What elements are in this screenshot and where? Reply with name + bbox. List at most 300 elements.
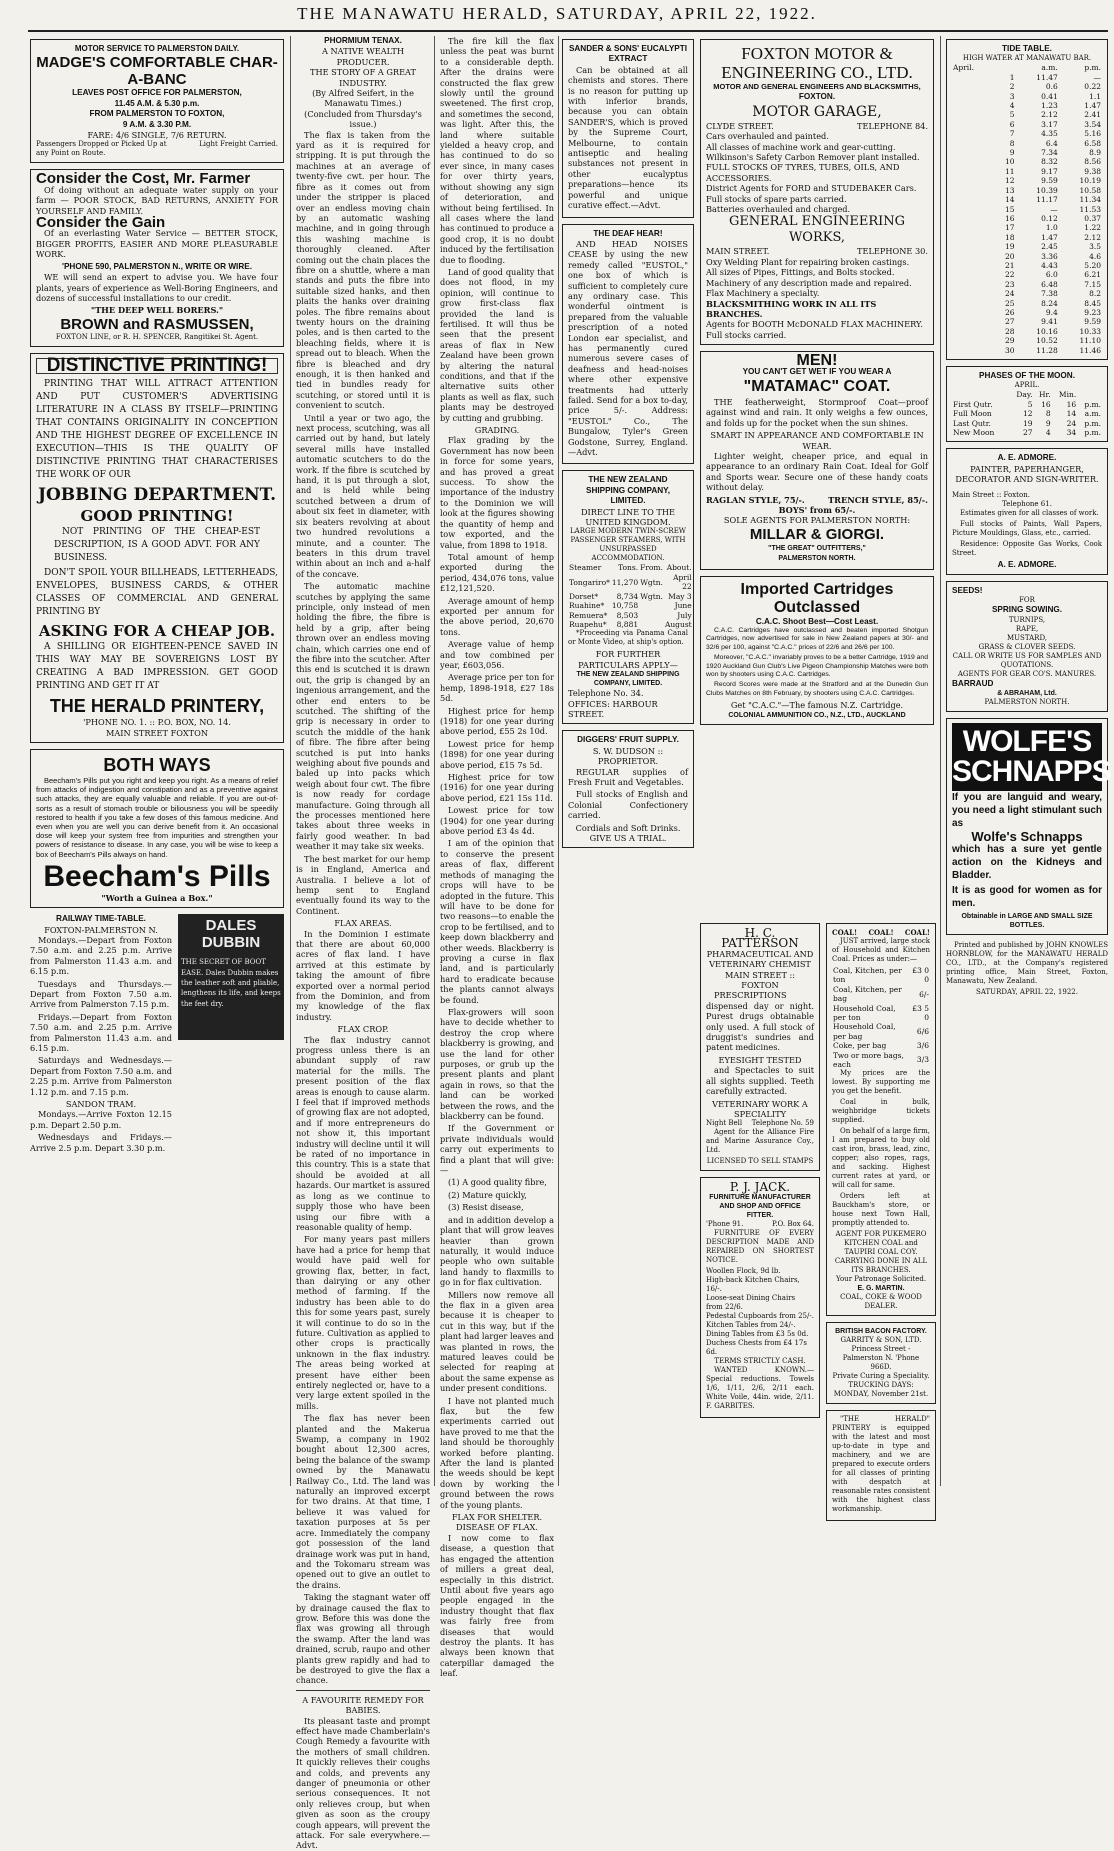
shipping-tel: Telephone No. 34.: [568, 688, 644, 699]
article-paragraph: Flax grading by the Government has now been in force for some years, and has proved a great success. To show the importance of the industry to the Dominion we will look at the figures showing the quantity of hemp and tow exported, and the value, from 1898 to 1918.: [440, 435, 554, 550]
works-line: All sizes of Pipes, Fittings, and Bolts stocked.: [706, 267, 895, 278]
tide-row: 9 7.34 8.9: [1009, 148, 1101, 158]
article-subhead: FLAX AREAS.: [334, 918, 392, 929]
herald-printery-text: "THE HERALD" PRINTERY is equipped with the latest and most up-to-date in type and machinery, and we are prepared to execute orders for all classes of printing with despatch at reasonable rates consistent with the highest class workmanship.: [832, 1415, 930, 1514]
shipping-col-head: Steamer: [569, 563, 602, 573]
diggers-ad: [562, 730, 694, 848]
article-paragraph: and in addition develop a plant that will grow leaves heavier than grown naturally, it would induce people who own suitable land handy to flaxmills to go in for flax cultivation.: [440, 1214, 554, 1288]
column-divider: [290, 36, 291, 1486]
shipping-ad: [562, 470, 694, 724]
works-line: Machinery of any description made and repaired. Flax Machinery a specialty.: [706, 277, 912, 299]
patterson-vet: VETERINARY WORK A SPECIALITY: [712, 1098, 808, 1119]
beecham-text: Beecham's Pills put you right and keep you right. As a means of relief from attacks of indigestion and constipation and as a preventive against such attacks, they are equally valuable and reliable. If you are out-of-sorts as a result of stomach trouble or biliousness you will be speedily restored to health if you take a few doses of this famous medicine. And even when you are well you can derive benefit from it. An occasional dose will keep your system free from impurities and strengthen your powers of resistance to disease. In any case, you will be wise to keep a box of Beecham's Pills always on hand.: [36, 775, 278, 859]
foxton-motor-ad: [700, 39, 934, 345]
foxton-motor-tag: MOTOR AND GENERAL ENGINEERS AND BLACKSMITHS,: [713, 82, 921, 91]
printing-phone: 'PHONE NO. 1. :: P.O. BOX, NO. 14.: [83, 717, 231, 728]
bacon-ad: [826, 1322, 936, 1404]
article-paragraph: Flax-growers will soon have to decide whether to destroy the crop where blackberry is growing, and use the land for other purposes, or grub up the present plants and plant again in rows, so that the land can be worked between the rows, and the blackberry can be found.: [440, 1006, 554, 1122]
seeds-title: SEEDS!: [952, 586, 983, 596]
column-2: [296, 36, 430, 1851]
patterson-eye: EYESIGHT TESTED: [718, 1054, 802, 1065]
diggers-text: Full stocks of English and Colonial Confectionery carried.: [568, 789, 688, 821]
tide-row: 7 4.35 5.16: [1009, 129, 1101, 139]
shipping-col-head: Tons.: [618, 563, 639, 573]
jack-item: High-back Kitchen Chairs, 16/-.: [706, 1275, 800, 1293]
jack-item: Kitchen Tables from 24/-.: [706, 1320, 796, 1329]
shipping-office: OFFICES: HARBOUR STREET.: [568, 698, 658, 719]
cartridges-get: Get "C.A.C."—The famous N.Z. Cartridge.: [730, 700, 904, 711]
diggers-text: Cordials and Soft Drinks.: [575, 822, 681, 833]
coal-name: E. G. MARTIN.: [857, 1285, 905, 1293]
stat-line: Average price per ton for hemp, 1898-1918, £27 18s 5d.: [440, 672, 554, 704]
coal-trade: COAL, COKE & WOOD DEALER.: [840, 1293, 922, 1311]
tide-row: 18 1.47 2.12: [1005, 232, 1101, 242]
motor-note: Passengers Dropped or Picked Up at any Point on Route.: [36, 140, 167, 158]
seeds-firm2: & ABRAHAM, Ltd.: [997, 690, 1057, 698]
foxton-motor-name: FOXTON MOTOR & ENGINEERING CO., LTD.: [721, 44, 913, 82]
rail-route: FOXTON-PALMERSTON N.: [44, 924, 158, 935]
motor-title: MADGE'S COMFORTABLE CHAR-A-BANC: [36, 54, 278, 89]
shipping-service: DIRECT LINE TO THE UNITED KINGDOM.: [580, 506, 676, 528]
sander-ad: [562, 39, 694, 218]
shipping-row: Ruapehu* 8,881 August: [569, 619, 692, 629]
shipping-title: THE NEW ZEALAND SHIPPING COMPANY, LIMITED.: [585, 475, 670, 506]
well-borers-ad: [30, 169, 284, 346]
admore-tel: Telephone 61.: [1002, 499, 1052, 508]
dales-dubbin-ad: [178, 914, 284, 1040]
coal-cartage: CARRYING DONE IN ALL ITS BRANCHES.: [834, 1257, 928, 1275]
stat-line: Highest price for hemp (1918) for one year during above period, £55 2s 10d.: [440, 705, 554, 737]
coal-row: Two or more bags, each 3/3: [833, 1050, 929, 1070]
shipping-col-head: About.: [666, 563, 692, 573]
seed-item: GRASS & CLOVER SEEDS.: [978, 642, 1076, 651]
motor-line: 9 A.M. & 3.30 P.M.: [122, 119, 192, 129]
tide-row: 17 1.0 1.22: [1005, 223, 1101, 233]
sander-title: SANDER & SONS' EUCALYPTI EXTRACT: [568, 44, 688, 64]
trench-price: TRENCH STYLE, 85/-.: [828, 494, 928, 505]
coal-head: COAL!: [868, 928, 894, 937]
coal-row: Coal, Kitchen, per bag 6/-: [833, 984, 929, 1004]
jack-ad: [700, 1177, 820, 1417]
cartridges-ad: [700, 576, 934, 725]
article-paragraph: Until a year or two ago, the next process, scutching, was all carried out by hand, but lately several mills have installed automatic scutchers to do the work. If the fibre is scutched by hand, it is put through a slot, and is held while being scutched between a drum of about six feet in diameter, with six beaters revolving at about two hundred revolutions a minute, and a counter. The beaters in this drum travel within about an inch and a-half of the concave.: [296, 412, 430, 579]
article-paragraph: I now come to flax disease, a question that has engaged the attention of millers a great deal, especially in this district. Until about five years ago people engaged in the industry thought that flax was fairly free from diseases that would destroy the plants. It has always been known that caterpillar damaged the leaf.: [440, 1532, 554, 1679]
jack-item: Woollen Flock, 9d lb.: [706, 1266, 781, 1275]
article-paragraph: The automatic machine scutches by applying the same principle, only instead of men holding the fibre, the fibre is held by a grip, after being thrown over an endless moving chain, which carries one end of the fibre into the scutcher. After this end is scutched it is drawn out, the grip is changed by an ingenious arrangement, and the other end enters to be scutched. The shifting of the grip is necessary in order to scutch the middle of the hank of fibre. The fibre after being scutched is put into hanks weighing about five pounds and baled up into packs which weigh about four cwt. The fibre is now ready for cordage manufacture. Going through all the processes mentioned here takes about three weeks in fairly good weather. In bad weather it may take six weeks.: [296, 581, 430, 852]
imprint-date: SATURDAY, APRIL 22, 1922.: [976, 987, 1078, 996]
foxton-motor-town: FOXTON.: [798, 92, 836, 102]
shipping-further: FOR FURTHER PARTICULARS APPLY—: [578, 649, 678, 670]
tide-row: 6 3.17 3.54: [1009, 119, 1101, 129]
seeds-head: SPRING SOWING.: [991, 605, 1063, 615]
masthead: THE MANAWATU HERALD, SATURDAY, APRIL 22, 1922.: [297, 4, 817, 23]
coal-ad: [826, 923, 936, 1316]
tide-row: 12 9.59 10.19: [1005, 176, 1101, 186]
works-street: MAIN STREET.: [706, 246, 770, 257]
article-subhead: DISEASE OF FLAX.: [456, 1522, 538, 1533]
printing-ad: [30, 353, 284, 743]
printing-text: DON'T SPOIL YOUR BILLHEADS, LETTERHEADS, ENVELOPES, BUSINESS CARDS, & OTHER CLASSES OF COMMERCIAL AND GENERAL PRINTING BY: [36, 568, 278, 618]
tide-row: 21 4.43 5.20: [1005, 260, 1101, 270]
jack-box: P.O. Box 64.: [772, 1219, 814, 1228]
printing-street: MAIN STREET FOXTON: [106, 727, 208, 738]
column-6: [946, 36, 1111, 1486]
rail-title: RAILWAY TIME-TABLE.: [56, 914, 146, 924]
tide-grid: [952, 63, 1102, 355]
wolfes-text: which has a sure yet gentle action on the Kidneys and Bladder.: [952, 843, 1102, 881]
matamac-text: THE featherweight, Stormproof Coat—proof against wind and rain. It only weighs a few ounces, and folds up for the pocket when the sun shines.: [706, 396, 928, 428]
works-line: Oxy Welding Plant for repairing broken castings.: [706, 256, 910, 267]
printing-good: GOOD PRINTING!: [80, 507, 234, 526]
cartridges-text: Moreover, "C.A.C." invariably proves to be a better Cartridge, 1919 and 1920 Auckland Gun Club's Live Pigeon Championship Matches were both won by shooters using C.A.C. Cartridges.: [706, 654, 928, 679]
admore-trade: PAINTER, PAPERHANGER, DECORATOR AND SIGN-WRITER.: [955, 463, 1099, 485]
deaf-text: AND HEAD NOISES CEASE by using the new remedy called "EUSTOL," one box of which is sufficient to completely cure any ordinary case. This wonderful ointment is prepared from the valuable prescription of a noted London ear specialist, and has permanently cured numerous severe cases of deafness and head-noises where other expensive treatments had utterly failed. Send for a box to-day, price 5/-. Address: "EUSTOL" Co., The Bungalow, Tyler's Green Godstone, Surrey, England.—Advt.: [568, 238, 688, 458]
patterson-agent: Agent for the Alliance Fire and Marine Assurance Coy., Ltd.: [706, 1128, 814, 1155]
patterson-ad: [700, 923, 820, 1171]
tide-month: April.: [953, 63, 974, 73]
sander-text: Can be obtained at all chemists and stores. There is no reason for putting up with inferior brands, because you can obtain SANDER'S, which is proved by the Supreme Court, Melbourne, to contain antiseptic and healing substances not present in other eucalyptus preparations—hence its powerful and unique curative effect.—Advt.: [568, 64, 688, 211]
admore-ad: [946, 448, 1108, 575]
shipping-agent: THE NEW ZEALAND SHIPPING COMPANY, LIMITED.: [576, 671, 680, 688]
masthead-rule: [28, 30, 1108, 32]
raglan-price: RAGLAN STYLE, 75/-.: [706, 494, 805, 505]
admore-text: Estimates given for all classes of work.: [960, 508, 1099, 517]
remedy-title: A FAVOURITE REMEDY FOR BABIES.: [302, 1694, 424, 1716]
article-paragraph: Millers now remove all the flax in a given area because it is cheaper to cut in this way, but if the plant had larger leaves and was planted in rows, the matured leaves could be selected for reaping at about the same expense as under present conditions.: [440, 1289, 554, 1394]
seeds-call: CALL OR WRITE US FOR SAMPLES AND QUOTATIONS.: [952, 651, 1102, 669]
cartridges-co: COLONIAL AMMUNITION CO., N.Z., LTD., AUCKLAND: [728, 711, 906, 719]
coal-row: Coal, Kitchen, per ton £3 0 0: [833, 966, 929, 985]
printing-text: PRINTING THAT WILL ATTRACT ATTENTION AND PUT CUSTOMER'S ADVERTISING LITERATURE IN A CLASS BY ITSELF—PRINTING THAT CONTAINS ORIGINALITY IN CONCEPTION AND THE HIGHEST DEGREE OF EXCELLENCE IN EXECUTION—THIS IS THE QUALITY OF DISTINCTIVE PRINTING THAT CHARACTERISES THE WORK OF OUR: [36, 379, 278, 481]
tide-row: 10 8.32 8.56: [1005, 157, 1101, 167]
moon-row: New Moon 27 4 34 p.m.: [953, 428, 1101, 438]
tide-row: 5 2.12 2.41: [1009, 110, 1101, 120]
stat-line: Highest price for tow (1916) for one year during above period, £21 15s 11d.: [440, 772, 554, 803]
tide-row: 27 9.41 9.59: [1005, 317, 1101, 327]
wolfes-text: It is as good for women as for men.: [952, 884, 1102, 909]
seeds-for: FOR: [1019, 596, 1035, 605]
article-paragraph: The flax has never been planted and the Makerua Swamp, a company in 1902 bought about 12,300 acres, being the balance of the swamp owned by the Manawatu Railway Co., Ltd. The land was naturally an improved excerpt for two drains. At that time, I believe it was valued for taxation purposes at 5s per acre. Immediately the company got possession of the land drainage work was put in hand, and the Tokomaru stream was opened out to give an outlet to the drains.: [296, 1413, 430, 1590]
article-subhead: FLAX CROP.: [337, 1024, 389, 1035]
moon-month: APRIL.: [1014, 381, 1040, 390]
garage-line: Cars overhauled and painted.: [706, 131, 829, 142]
motor-fare: FARE: 4/6 SINGLE, 7/6 RETURN.: [87, 130, 227, 141]
tide-col-head: p.m.: [1084, 63, 1101, 73]
tide-row: 14 11.17 11.34: [1005, 195, 1101, 205]
printing-text: NOT PRINTING OF THE CHEAP-EST DESCRIPTION, IS A GOOD ADVT. FOR ANY BUSINESS.: [54, 527, 260, 564]
jack-phone: 'Phone 91.: [706, 1219, 744, 1228]
moon-col-head: Day.: [1016, 390, 1033, 400]
article-concluded: (Concluded from Thursday's issue.): [304, 108, 422, 130]
works-title: GENERAL ENGINEERING WORKS,: [728, 214, 906, 246]
stat-line: Lowest price for hemp (1898) for one year during above period, £15 7s 5d.: [440, 738, 554, 770]
farmer-title: Consider the Cost, Mr. Farmer: [36, 170, 251, 188]
matamac-firm: MILLAR & GIORGI.: [749, 525, 885, 543]
rail-line: Fridays.—Depart from Foxton 7.50 a.m. and 2.25 p.m. Arrive from Palmerston 11.43 a.m. and 6.15 p.m.: [30, 1011, 172, 1054]
farmer-text: WE will send an expert to advise you. We have four plants, years of experience as Well-Boring Engineers, and dozens of successful installations to our credit.: [36, 272, 278, 303]
coal-behalf: On behalf of a large firm, I am prepared to buy old cast iron, brass, lead, zinc, copper; also ropes, rags, and sacking. Highest current rates at yard, or will call for same.: [832, 1127, 930, 1190]
garage-line: FULL STOCKS OF TYRES, TUBES, OILS, AND ACCESSORIES.: [706, 162, 900, 183]
bacon-firm: GARRITY & SON, LTD.: [840, 1336, 922, 1345]
garage-title: MOTOR GARAGE,: [752, 103, 882, 120]
farmer-phone: 'PHONE 590, PALMERSTON N., WRITE OR WIRE.: [62, 261, 252, 271]
column-4-lower: [700, 920, 820, 1480]
seed-item: RAPE,: [1015, 624, 1039, 633]
garage-tel: TELEPHONE 84.: [857, 120, 928, 131]
jack-wanted: WANTED KNOWN.—Special reductions. Towels 1/6, 1/11, 2/6, 2/11 each. White Voile, 44in. wide, 2/11. F. GARBITES.: [706, 1365, 814, 1410]
article-paragraph: (3) Resist disease,: [448, 1202, 524, 1213]
column-5: [826, 920, 936, 1514]
article-paragraph: (1) A good quality fibre,: [448, 1177, 547, 1188]
coal-agent: AGENT FOR PUKEMERO KITCHEN COAL and TAUPIRI COAL COY.: [835, 1230, 927, 1257]
beecham-title: BOTH WAYS: [103, 754, 211, 775]
matamac-outfit: "THE GREAT" OUTFITTERS,": [768, 544, 866, 552]
jack-item: Dining Tables from £3 5s 0d.: [706, 1329, 809, 1338]
garage-line: Wilkinson's Safety Carbon Remover plant installed.: [706, 152, 920, 163]
jack-desc: FURNITURE OF EVERY DESCRIPTION MADE AND REPAIRED ON SHORTEST NOTICE.: [706, 1228, 814, 1264]
tide-row: 28 10.16 10.33: [1005, 326, 1101, 336]
jack-terms: TERMS STRICTLY CASH.: [714, 1356, 806, 1365]
tide-row: 20 3.36 4.6: [1005, 251, 1101, 261]
printing-ask: ASKING FOR A CHEAP JOB.: [38, 622, 276, 641]
deaf-ad: [562, 224, 694, 465]
diggers-trial: GIVE US A TRIAL.: [589, 833, 667, 843]
matamac-smart: SMART IN APPEARANCE AND COMFORTABLE IN WEAR.: [710, 430, 924, 451]
admore-text: Residence: Opposite Gas Works, Cook Street.: [952, 539, 1102, 557]
stat-line: Total amount of hemp exported during the period, 434,076 tons, value £12,121,520.: [440, 551, 554, 594]
column-3: [440, 36, 554, 1679]
seeds-town: PALMERSTON NORTH.: [984, 698, 1070, 707]
seeds-ad: [946, 581, 1108, 712]
blacksmith-line: BLACKSMITHING WORK IN ALL ITS BRANCHES.: [706, 298, 877, 319]
admore-sig: A. E. ADMORE.: [997, 559, 1057, 569]
tide-row: 8 6.4 6.58: [1009, 138, 1101, 148]
bacon-trucking: TRUCKING DAYS:: [848, 1381, 914, 1390]
jack-item: Duchess Chests from £4 17s 6d.: [706, 1338, 807, 1356]
article-paragraph: The flax is taken from the yard as it is required for stripping. It is put through the machines at an average of twenty-five cwt. per hour. The fibre as it comes out from under the stripper is placed over an endless moving chain by an automatic washing machine, and in going through this washing machine is thoroughly cleaned. After coming out the chain places the fibre on a shuttle, where a man stands and puts the fibre into suitable sized hanks, and then plaits the hanks over draining poles. The fibre remains about twenty hours on the draining poles, and is then carted to the bleaching fields, where it is spread out to bleach. When the fibre is bleached and dry enough, it is then hanked and tied in bundles ready for scutching, or stored until it is convenient to scutch.: [296, 129, 430, 411]
coal-solicit: Your Patronage Solicited.: [835, 1275, 927, 1284]
tide-subtitle: HIGH WATER AT MANAWATU BAR.: [962, 54, 1092, 63]
article-paragraph: In the Dominion I estimate that there are about 60,000 acres of flax land. I have arrived at this estimate by taking the amount of fibre exported over a normal period from the Dominion, and from my knowledge of the flax industry.: [296, 928, 430, 1022]
article-paragraph: For many years past millers have had a price for hemp that would have paid well for growing flax, better, in fact, than dairying or any other method of farming. If the industry has been able to do this for some years past, surely it will continue to do so in the future. Cultivation as applied to other crops is practically unknown in the flax industry. The areas being worked at present have either been entirely neglected or, have to a very large extent spoiled in the mills.: [296, 1234, 430, 1411]
bacon-title: BRITISH BACON FACTORY.: [835, 1328, 927, 1336]
article-paragraph: I am of the opinion that to conserve the present areas of flax, different methods of managing the crops will have to be adopted in the future. This will have to be done for two reasons—to enable the crop to be fertilised, and to keep down blackberry and other weeds. Blackberry is proving a curse in flax land, and is particularly hard to eradicate because the plants cannot always be found.: [440, 838, 554, 1005]
article-subhead: GRADING.: [474, 425, 520, 436]
gain-title: Consider the Gain: [36, 214, 166, 232]
seed-item: TURNIPS,: [1008, 615, 1046, 624]
column-1: [30, 36, 284, 1486]
tram-line: Wednesdays and Fridays.—Arrive 2.5 p.m. Depart 3.30 p.m.: [30, 1132, 172, 1153]
rail-line: Saturdays and Wednesdays.—Depart from Foxton 7.50 a.m. and 2.25 p.m. Arrive from Palmerston 1.12 p.m. and 7.15 p.m.: [30, 1055, 172, 1097]
article-paragraph: If the Government or private individuals would carry out experiments to find a plant that will give:—: [440, 1123, 554, 1176]
stat-line: Average amount of hemp exported per annum for the above period, 20,670 tons.: [440, 595, 554, 637]
coal-row: Coke, per bag 3/6: [833, 1041, 929, 1051]
tide-row: 19 2.45 3.5: [1005, 242, 1101, 252]
shipping-row: Tongariro* 11,270 Wgtn. April 22: [569, 572, 692, 592]
column-3-right: [562, 36, 694, 1486]
matamac-ad: [700, 351, 934, 570]
coal-note: Coal in bulk, weighbridge tickets supplied.: [832, 1098, 930, 1125]
printing-dept: JOBBING DEPARTMENT.: [37, 485, 277, 506]
patterson-bell: Night Bell: [706, 1119, 743, 1128]
railway-timetable: [30, 914, 172, 1155]
patterson-text: PRESCRIPTIONS dispensed day or night. Purest drugs obtainable only used. A full stock of druggist's sundries and patent medicines.: [706, 990, 814, 1053]
stat-line: Average value of hemp and tow combined per year, £603,056.: [440, 639, 554, 670]
article-subtitle: A NATIVE WEALTH PRODUCER.: [321, 46, 404, 67]
tide-row: 4 1.23 1.47: [1009, 101, 1101, 111]
patterson-street: MAIN STREET :: FOXTON: [724, 969, 796, 991]
dales-text: THE SECRET OF BOOT EASE. Dales Dubbin makes the leather soft and pliable, lengthens its life, and keeps the feet dry.: [181, 958, 281, 1008]
patterson-text: and Spectacles to suit all sights supplied. Teeth carefully extracted.: [706, 1065, 814, 1097]
bacon-day: MONDAY, November 21st.: [833, 1390, 929, 1399]
coal-intro: JUST arrived, large stock of Household and Kitchen Coal. Prices as under:—: [832, 937, 930, 963]
column-divider: [558, 36, 559, 1486]
stat-line: Lowest price for tow (1904) for one year during above period £3 4s 4d.: [440, 805, 554, 837]
moon-col-head: Hr.: [1038, 390, 1051, 400]
farmer-slogan: "THE DEEP WELL BORERS.": [90, 305, 224, 316]
moon-row: First Qutr. 5 16 16 p.m.: [953, 399, 1101, 409]
printing-text: A SHILLING OR EIGHTEEN-PENCE SAVED IN THIS WAY MAY BE SOVEREIGNS LOST BY CREATING A BAD IMPRESSION. GET GOOD PRINTING AND GET IT AT: [36, 642, 278, 692]
jack-item: Loose-seat Dining Chairs from 22/6.: [706, 1293, 796, 1311]
motor-line: FROM PALMERSTON TO FOXTON,: [89, 109, 225, 119]
tide-row: 11 9.17 9.38: [1005, 166, 1101, 176]
wolfes-text: If you are languid and weary, you need a light stimulant such as: [952, 792, 1102, 830]
dales-brand: DALES DUBBIN: [201, 917, 261, 952]
tide-row: 23 6.48 7.15: [1005, 279, 1101, 289]
article-story: THE STORY OF A GREAT INDUSTRY.: [309, 67, 416, 88]
tide-row: 3 0.41 1.1: [1009, 91, 1101, 101]
column-divider: [940, 36, 941, 1486]
remedy-text: Its pleasant taste and prompt effect have made Chamberlain's Cough Remedy a favourite with the mothers of small children. It quickly relieves their coughs and colds, and prevents any danger of pneumonia or other serious consequences. It not only relieves croup, but when given as soon as the croupy cough appears, will prevent the attack. For sale everywhere.—Advt.: [296, 1715, 430, 1851]
wolfes-schnapps-ad: [946, 718, 1111, 934]
garage-street: CLYDE STREET.: [706, 120, 774, 131]
article-paragraph: The fire kill the flax unless the peat was burnt to a considerable depth. After the drains were constructed the flax grew slowly until the ground sweetened. The first crop, and sometimes the second, was light. After this, the land where suitable yielded a heavy crop, and has continued to do so ever since, in many cases for over thirty years, without showing any sign of deterioration, and without being fertilised. In all cases where the land has continued to produce a good crop, it is no doubt induced by the fertilisation due to flooding.: [440, 36, 554, 265]
deaf-title: THE DEAF HEAR!: [593, 228, 663, 238]
garage-line: All classes of machine work and gear-cutting.: [706, 141, 896, 152]
tide-row: 30 11.28 11.46: [1005, 345, 1101, 355]
farmer-address: FOXTON LINE, or R. H. SPENCER, Rangitikei St. Agent.: [55, 332, 259, 341]
seed-item: MUSTARD,: [1006, 633, 1048, 642]
article-byline: (By Alfred Seifert, in the Manawatu Times.): [312, 88, 414, 109]
seeds-agents: AGENTS FOR GEAR CO'S. MANURES.: [957, 669, 1097, 678]
coal-row: Household Coal, per ton £3 5 0: [833, 1003, 929, 1023]
moon-row: Last Qutr. 19 9 24 p.m.: [953, 418, 1101, 428]
tide-row: 15 — 11.53: [1005, 204, 1101, 214]
shipping-col-head: From.: [640, 563, 663, 573]
motor-header: MOTOR SERVICE TO PALMERSTON DAILY.: [74, 44, 240, 53]
tide-row: 25 8.24 8.45: [1005, 298, 1101, 308]
motor-line: LEAVES POST OFFICE FOR PALMERSTON,: [72, 88, 242, 98]
rail-line: Tuesdays and Thursdays.—Depart from Foxton 7.50 a.m. Arrive from Palmerston 7.15 p.m.: [30, 978, 172, 1010]
matamac-agents: SOLE AGENTS FOR PALMERSTON NORTH:: [723, 515, 911, 526]
jack-name: P. J. JACK.: [729, 1180, 791, 1195]
printing-title: DISTINCTIVE PRINTING!: [36, 358, 278, 374]
shipping-row: Ruahine* 10,758 June: [569, 601, 692, 611]
article-paragraph: The best market for our hemp is in England, America and Australia. I believe a lot of hemp sent to England eventually found its way to the Continent.: [296, 853, 430, 916]
tide-row: 24 7.38 8.2: [1005, 289, 1101, 299]
coal-note: My prices are the lowest. By supporting me you get the benefit.: [832, 1069, 930, 1096]
coal-head: COAL!: [832, 928, 858, 937]
motor-service-ad: [30, 39, 284, 163]
tide-row: 16 0.12 0.37: [1005, 213, 1101, 223]
beecham-brand: Beecham's Pills: [43, 859, 271, 893]
shipping-ships-head: LARGE MODERN TWIN-SCREW PASSENGER STEAMERS, WITH UNSURPASSED ACCOMMODATION.: [570, 527, 686, 563]
farmer-text: Of doing without an adequate water supply on your farm — POOR STOCK, BAD RETURNS, ANXIETY FOR YOURSELF AND FAMILY.: [36, 184, 278, 216]
tram-title: SANDON TRAM.: [65, 1099, 137, 1110]
admore-name: A. E. ADMORE.: [997, 453, 1057, 463]
coal-head: COAL!: [904, 928, 930, 937]
wolfes-sizes: Obtainable in LARGE AND SMALL SIZE BOTTLES.: [961, 912, 1093, 929]
tide-col-head: a.m.: [1041, 63, 1058, 73]
article-paragraph: (2) Mature quickly,: [448, 1189, 527, 1200]
seeds-firm: BARRAUD: [952, 678, 994, 688]
shipping-table: [568, 563, 693, 629]
tram-line: Mondays.—Arrive Foxton 12.15 p.m. Depart 2.50 p.m.: [30, 1109, 172, 1130]
matamac-text: Lighter weight, cheaper price, and equal in appearance to an ordinary Rain Coat. Ideal for Golf and Sports wear. Secure one of these handy coats without delay.: [706, 450, 928, 493]
shipping-note: *Proceeding via Panama Canal or Monte Video, at ship's option.: [568, 629, 688, 647]
column-divider: [434, 36, 435, 1486]
matamac-town: PALMERSTON NORTH.: [778, 555, 856, 563]
moon-row: Full Moon 12 8 14 a.m.: [953, 409, 1101, 419]
coal-orders: Orders left at Bauckham's store, or house next Town Hall, promptly attended to.: [832, 1192, 930, 1228]
admore-street: Main Street :: Foxton.: [952, 490, 1030, 499]
patterson-name: H. C. PATTERSON: [721, 926, 799, 951]
cartridges-text: C.A.C. Cartridges have outclassed and beaten imported Shotgun Cartridges, now advertised for sale in New Zealand papers at 30/- and 32/6 per 100, against "C.A.C." prices of 22/6 and 26/6 per 100.: [706, 627, 928, 651]
tide-row: 13 10.39 10.58: [1005, 185, 1101, 195]
article-section: PHORMIUM TENAX.: [324, 36, 402, 45]
jack-item: Pedestal Cupboards from 25/-.: [706, 1311, 814, 1320]
moon-grid: [952, 390, 1102, 437]
farmer-text: Of an everlasting Water Service — BETTER STOCK, BIGGER PROFITS, EASIER AND MORE PLEASURABLE WORK.: [36, 228, 278, 260]
diggers-owner: S. W. DUDSON :: PROPRIETOR.: [592, 745, 664, 767]
cartridges-title: Imported Cartridges Outclassed: [740, 580, 894, 616]
farmer-firm: BROWN and RASMUSSEN,: [60, 315, 254, 333]
tide-row: 2 0.6 0.22: [1009, 82, 1101, 92]
tide-row: 26 9.4 9.23: [1005, 307, 1101, 317]
garage-line: District Agents for FORD and STUDEBAKER Cars. Full stocks of spare parts carried.: [706, 183, 917, 204]
beecham-ad: [30, 749, 284, 908]
moon-phases: [946, 366, 1108, 442]
diggers-text: REGULAR supplies of Fresh Fruit and Vegetables.: [568, 766, 688, 787]
motor-line: 11.45 A.M. & 5.30 p.m.: [114, 98, 200, 108]
tide-row: 1 11.47 —: [1009, 72, 1101, 82]
bacon-curing: Private Curing a Speciality.: [832, 1372, 930, 1381]
cartridges-text: Record Scores were made at the Stratford and at the Dunedin Gun Clubs Matches on 8th February, by shooters using C.A.C. Cartridges.: [706, 681, 928, 697]
article-paragraph: I have not planted much flax, but the few experiments carried out have proved to me that the land should be thoroughly worked before planting. After the land is planted the weeds should be kept down by working the ground between the rows of the young plants.: [440, 1395, 554, 1510]
boys-price: BOYS' from 65/-.: [778, 505, 856, 515]
bacon-street: Princess Street - Palmerston N. 'Phone 966D.: [842, 1345, 920, 1372]
patterson-title: PHARMACEUTICAL AND VETERINARY CHEMIST: [706, 948, 814, 970]
article-subhead: FLAX FOR SHELTER.: [451, 1512, 543, 1523]
wolfes-logo: WOLFE'S SCHNAPPS: [952, 723, 1102, 791]
cartridges-sub: C.A.C. Shoot Best—Cost Least.: [755, 616, 879, 626]
tide-row: 29 10.52 11.10: [1005, 336, 1101, 346]
article-paragraph: Taking the stagnant water off by drainage caused the flax to grow. Before this was done the flax was growing all through the swamp. After the land was drained, scrub, raupo and other plants grew rapidly and had to be destroyed to give the flax a chance.: [296, 1592, 430, 1686]
herald-printery-ad: [826, 1410, 936, 1521]
beecham-slogan: "Worth a Guinea a Box.": [101, 892, 213, 903]
coal-row: Household Coal, per bag 6/6: [833, 1022, 929, 1041]
diggers-title: DIGGERS' FRUIT SUPPLY.: [577, 735, 679, 745]
garage-line: Batteries overhauled and charged.: [706, 204, 851, 215]
tide-row: 22 6.0 6.21: [1005, 270, 1101, 280]
patterson-tel: Telephone No. 59: [751, 1119, 814, 1128]
article-paragraph: Land of good quality that does not flood, in my opinion, will continue to grow first-class flax provided the land is fertilised. It will thus be seen that the present areas of flax in New Zealand have been grown by altering the natural conditions, and that if the alternative suits other plants as well as flax, such plants may be destroyed by cutting and grubbing.: [440, 266, 554, 423]
matamac-line: YOU CAN'T GET WET IF YOU WEAR A: [742, 366, 892, 376]
moon-title: PHASES OF THE MOON.: [979, 371, 1075, 380]
wolfes-brand: Wolfe's Schnapps: [971, 829, 1083, 845]
matamac-coat: "MATAMAC" COAT.: [743, 377, 891, 395]
works-tel: TELEPHONE 30.: [857, 246, 928, 257]
